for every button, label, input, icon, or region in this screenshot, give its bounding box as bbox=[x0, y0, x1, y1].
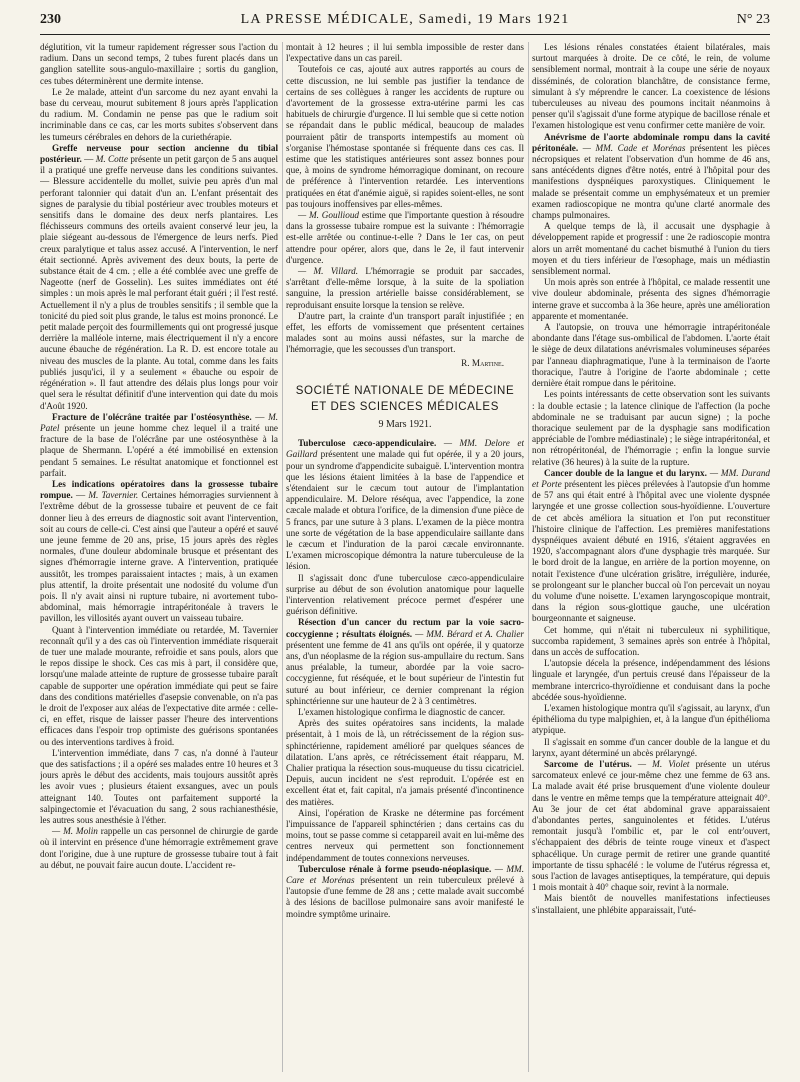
article-text: estime que l'importante question à résoudre dans la grossesse tubaire rompue est la suivante : l'hémorragie est-elle arrêtée ou continue-t-elle ? Dans le 1er cas, on peut attendre pour opérer, alors que, dans le 2e, il faut intervenir d'urgence. bbox=[286, 210, 524, 265]
article-text: présente un jeune homme chez lequel il a traité une fracture de la base de l'olécrâne par une ostéosynthèse à la plaque de Shermann. L'opéré a été immobilisé en extension pendant 5 semaines. Le résultat anatomique et fonctionnel est parfait. bbox=[40, 422, 278, 478]
paragraph: Le 2e malade, atteint d'un sarcome du nez ayant envahi la base du cerveau, mourut subitement 8 jours après l'application du radium. M. Condamin ne pense pas que le radium soit incriminable dans ce cas, car les morts subites s'observent dans les tumeurs cérébrales en dehors de la curiethérapie. bbox=[40, 86, 278, 142]
author-name: — MM. Care et Morénas bbox=[286, 863, 524, 886]
article-text: rappelle un cas personnel de chirurgie de garde où il intervint en présence d'une hémorragie extrêmement grave dont l'origine, due à une rupture de grossesse tubaire tout à fait au début, ne pouvait faire aucun doute. L'accident re- bbox=[40, 826, 278, 870]
article-heading: Les indications opératoires dans la grossesse tubaire rompue. bbox=[40, 478, 278, 501]
paragraph: Cet homme, qui n'était ni tuberculeux ni syphilitique, succomba rapidement, 3 semaines après son entrée à l'hôpital, dans un accès de suffocation. bbox=[532, 624, 770, 657]
author-name: — M. Villard. bbox=[298, 266, 359, 277]
paragraph: Les points intéressants de cette observation sont les suivants : la double ectasie ; la latence clinique de l'affection (la poche abdominale ne se traduisant par aucun signe) ; la poche thoracique seulement par de la dysphagie sans modification appréciable de l'ombre médiastinale) ; le siège intrapéritonéal, et non rétropéritonéal, de l'hémorragie ; enfin la longue survie relative (36 heures) à la suite de la rupture. bbox=[532, 389, 770, 467]
paragraph: A l'autopsie, on trouva une hémorragie intrapéritonéale abondante dans l'étage sus-ombilical de l'abdomen. L'aorte était le siège de deux dilatations anévrismales volumineuses séparées par l'anneau diaphragmatique, l'une à la terminaison de l'aorte thoracique, l'autre à l'origine de l'aorte abdominale ; cette dernière était rompue dans le péritoine. bbox=[532, 322, 770, 389]
article-heading: Greffe nerveuse pour section ancienne du tibial postérieur. bbox=[40, 142, 278, 165]
signature: R. Martine. bbox=[461, 357, 504, 368]
article-text: présentent un rein tuberculeux prélevé à l'autopsie d'une femme de 28 ans ; cette malade avait succombé à des lésions de bacillose pulmonaire sans avoir manifesté le moindre symptôme urinaire. bbox=[286, 875, 524, 919]
author-name: M. Cotte bbox=[95, 154, 128, 165]
paragraph bbox=[286, 266, 524, 311]
article-cancer bbox=[532, 468, 770, 625]
author-name: — M. Goullioud bbox=[298, 210, 360, 221]
author-name: M. Patel bbox=[40, 411, 278, 433]
article-sarcome bbox=[532, 759, 770, 893]
paragraph bbox=[286, 210, 524, 266]
article-text: L'hémorragie se produit par saccades, s'arrêtant d'elle-même lorsque, à la suite de la spoliation sanguine, la pression artérielle baisse considérablement, se reproduisant ensuite lorsque la tension se relève. bbox=[286, 266, 524, 310]
column-right bbox=[532, 42, 770, 1072]
paragraph: L'autopsie décela la présence, indépendamment des lésions linguale et laryngée, d'un pertuis creusé dans l'épaisseur de la membrane intercrico-thyroïdienne et conduisant dans la poche abcédée sous-hyoïdienne. bbox=[532, 658, 770, 702]
paragraph: D'autre part, la crainte d'un transport paraît injustifiée ; en effet, les efforts de vomissement que présentent certaines malades sont au moins aussi néfastes, sur la marche de l'hémorragie, que les secousses d'un transport. bbox=[286, 310, 524, 355]
issue-number: N° 23 bbox=[736, 12, 770, 27]
article-text: présentent une femme de 41 ans qu'ils ont opérée, il y quatorze ans, d'un néoplasme de la région sus-ampullaire du rectum. Sans anus préalable, la tumeur, abordée par la voie sacro-coccygienne, fut réséquée, et le bout supérieur de l'intestin fut suturé au bout inférieur, ce dernier comprenant la région sphinctérienne sur une hauteur de 2 à 3 centimètres. bbox=[286, 639, 524, 706]
author-name: — MM. Delore et Gaillard bbox=[286, 438, 524, 460]
paragraph: L'examen histologique confirma le diagnostic de cancer. bbox=[298, 706, 506, 717]
paragraph bbox=[40, 826, 278, 871]
session-date: 9 Mars 1921. bbox=[378, 418, 432, 430]
paragraph: Ainsi, l'opération de Kraske ne détermine pas forcément l'impuissance de l'appareil sphinctérien ; dans certains cas du moins, tout se passe comme si cetappareil avait en lui-même des centres nerveux qui permettent son fonctionnement indépendamment de toutes connexions nerveuses. bbox=[286, 807, 524, 863]
author-name: M. Tavernier. bbox=[88, 490, 139, 501]
article-heading: Anévrisme de l'aorte abdominale rompu dans la cavité péritonéale. bbox=[532, 131, 770, 153]
paragraph: L'intervention immédiate, dans 7 cas, n'a donné à l'auteur que des satisfactions ; il a opéré ses malades entre 10 heures et 3 jours après le début des accidents, mais toujours aussitôt après les avoir vues ; plusieurs étaient exsangues, avec un pouls atteignant 140. Toutes ont parfaitement supporté la salpingectomie et l'évacuation du sang, 2 sous rachianesthésie, les autres sous anesthésie à l'éther. bbox=[40, 747, 278, 826]
paragraph: Mais bientôt de nouvelles manifestations infectieuses s'installaient, une phlébite apparaissait, l'uté- bbox=[532, 893, 770, 915]
society-title-line: SOCIÉTÉ NATIONALE DE MÉDECINE bbox=[295, 384, 515, 397]
header-rule bbox=[40, 34, 770, 35]
article-anevrisme bbox=[532, 132, 770, 222]
paragraph: Il s'agissait donc d'une tuberculose cæco-appendiculaire surprise au début de son évolution anatomique pour laquelle l'intervention relativement précoce permet d'espérer une guérison définitive. bbox=[286, 572, 524, 617]
column-divider bbox=[528, 42, 529, 1072]
article-heading: Cancer double de la langue et du larynx. bbox=[544, 467, 707, 478]
author-name: — M. Molin bbox=[52, 826, 98, 837]
paragraph: Toutefois ce cas, ajouté aux autres rapportés au cours de cette discussion, ne lui semble pas justifier la tendance de certains de ses collègues à ranger les accidents de rupture ou d'avortement de la grossesse extra-utérine parmi les cas habituels de chirurgie d'urgence. Il lui semble que si cette notion se répandait dans le public médical, beaucoup de malades pourraient pâtir de transports intempestifs au moment où s'organise l'hémostase spontanée si fréquente dans ces cas. Il estime que les statistiques antérieures sont assez bonnes pour que, à moins de syndrome hémorragique dominant, on recoure de préférence à l'intervention retardée. Les interventions pratiquées en état d'anémie aiguë, si rapides soient-elles, ne sont pas toujours inoffensives par elles-mêmes. bbox=[286, 64, 524, 209]
paragraph: Il s'agissait en somme d'un cancer double de la langue et du larynx, ayant déterminé un abcès prélaryngé. bbox=[532, 736, 770, 758]
paragraph: montait à 12 heures ; il lui sembla impossible de rester dans l'expectative dans un cas pareil. bbox=[286, 42, 524, 64]
running-title: LA PRESSE MÉDICALE, Samedi, 19 Mars 1921 bbox=[240, 12, 570, 27]
article-heading: Tuberculose rénale à forme pseudo-néoplasique. bbox=[298, 863, 492, 874]
paragraph: Les lésions rénales constatées étaient bilatérales, mais surtout marquées à droite. De ce côté, le rein, de volume sensiblement normal, montrait à la coupe une série de noyaux disséminés, de coloration blanchâtre, de consistance ferme, simulant à s'y méprendre le cancer. La coexistence de lésions tuberculeuses au niveau des poumons incitait néanmoins à penser qu'il s'agissait d'une forme atypique de bacillose rénale et l'examen histologique est venu confirmer cette manière de voir. bbox=[532, 42, 770, 131]
article-text: présentent les pièces nécropsiques et relatent l'observation d'un homme de 46 ans, sans antécédents dignes d'être notés, entré à l'hôpital pour des manifestions dyspnéiques paroxystiques. Cliniquement le malade se présentait comme un emphysémateux et un premier examen radioscopique ne montra qu'une clarté anormale des champs pulmonaires. bbox=[532, 142, 770, 221]
article-resection bbox=[286, 617, 524, 707]
section-heading bbox=[286, 383, 524, 415]
page-header bbox=[40, 12, 770, 34]
paragraph: Un mois après son entrée à l'hôpital, ce malade ressentit une vive douleur abdominale, présenta des signes d'hémorragie interne grave et succomba à la 36e heure, après une amélioration apparente et momentanée. bbox=[532, 277, 770, 321]
author-name: — MM. Bérard et A. Chalier bbox=[415, 628, 524, 639]
column-middle bbox=[286, 42, 524, 1072]
paragraph: Quant à l'intervention immédiate ou retardée, M. Tavernier reconnaît qu'il y a des cas où l'intervention immédiate risquerait de tuer une malade mourante, refroidie et sans pouls, alors que le repos dissipe le shock. Ces cas mis à part, il considère que, lorsqu'une malade atteinte de rupture de grossesse tubaire paraît capable de supporter une opération immédiate qui peut se faire dans des conditions matérielles d'asepsie convenable, on n'a pas le droit de l'exposer aux aléas de l'expectative dite armée : celle-ci, en effet, risque de laisser passer l'heure des interventions efficaces dans l'espoir trop optimiste des guérisons spontanées ou des interventions tardives à froid. bbox=[40, 624, 278, 747]
article-heading: Sarcome de l'utérus. bbox=[544, 759, 632, 769]
paragraph: A quelque temps de là, il accusait une dysphagie à développement rapide et progressif : une 2e radioscopie montra alors un arrêt momentané du cachet bismuthé à l'union du tiers moyen et du tiers inférieur de l'œsophage, mais un médiastin sensiblement normal. bbox=[532, 221, 770, 277]
article-greffe: Greffe nerveuse pour section ancienne du tibial postérieur. — M. Cotte présente un petit garçon de 5 ans auquel il a pratiqué une greffe nerveuse dans les conditions suivantes. — Blessure accidentelle du mollet, suivie peu après d'un mal perforant talonnier qui datait d'un an. L'enfant présentait des signes de paralysie du tibial postérieur avec troubles moteurs et sensitifs dans le domaine des deux nerfs plantaires. Les fléchisseurs communs des orteils avaient conservé leur jeu, la plaie siégeant au-dessous de l'émergence de leurs nerfs. Pied creux paralytique et talus assez accusé. A l'intervention, le nerf était sectionné. Après avivement des deux bouts, la perte de substance était de 4 cm. ; elle a été comblée avec une greffe de Nageotte (nerf de Gosselin). Les suites immédiates ont été simples : un mois après le mal perforant était guéri ; il l'est resté. Actuellement il n'y a plus de troubles sensitifs ; il semble que la tonicité du pied soit plus grande, le talus est moins prononcé. Le petit malade perçoit des fourmillements qui ont progressé jusque derrière la malléole interne, mais électriquement il n'y a encore aucune ébauche de régénération. La R. D. est encore totale au niveau des muscles de la plante. Au total, comme dans les faits publiés jusqu'ici, il y a seulement « ébauche ou espoir de régénération ». Il faut attendre des délais plus longs pour voir quel sera le résultat définitif d'une intervention qui date du mois d'Août 1920. bbox=[40, 142, 278, 411]
article-grossesse: Les indications opératoires dans la grossesse tubaire rompue. — M. Tavernier. Certaines hémorragies surviennent à l'extrême début de la grossesse tubaire et peuvent de ce fait donner lieu à des erreurs de diagnostic soit avant l'intervention, soit au cours de celle-ci. C'est ainsi que l'auteur a opéré et sauvé une jeune femme de 20 ans, prise, 15 jours après des règles normales, d'une douleur abdominale brusque et présentant des signes d'hémorragie interne grave. A l'intervention, pratiquée aussitôt, les trompes paraissaient intactes ; mais, à un examen plus attentif, la droite présentait une nodosité du volume d'un pois. Il n'y avait ainsi ni rupture tubaire, ni avortement tubo-abdominal, mais hémorragie intrapéritonéale à travers le pavillon, les villosités ayant ouvert un vaisseau tubaire. bbox=[40, 478, 278, 624]
article-text: présentent les pièces prélevées à l'autopsie d'un homme de 57 ans qui était entré à l'hôpital avec une violente dyspnée laryngée et une grosse collection sous-hyoïdienne. L'ouverture de cet abcès améliora la situation et l'on put reconstituer l'histoire clinique de l'affection. Les premières manifestations dyspnéiques avaient débuté en 1916, s'étaient aggravées en 1920, s'accompagnant alors d'une dysphagie très marquée. Sur le bord droit de la langue, en arrière de la portion moyenne, on notait l'existence d'une ulcération grisâtre, irrégulière, indurée, se prolongeant sur le plancher buccal où l'on percevait un noyau du volume d'une noisette. L'examen laryngoscopique montrait, dans la région sous-glottique gauche, une ulcération bourgeonnante et saigneuse. bbox=[532, 478, 770, 624]
author-name: — MM. Cade et Morénas bbox=[582, 142, 686, 153]
article-heading: Fracture de l'olécrâne traitée par l'ostéosynthèse. bbox=[52, 411, 252, 422]
article-text: présente un utérus sarcomateux enlevé ce jour-même chez une femme de 63 ans. La malade avait été prise brusquement d'une violente douleur dans le ventre en même temps que la température atteignait 40°. Au 3e jour de cet état abdominal grave apparaissaient d'abondantes pertes, sanguinolentes et fétides. L'utérus remontait jusqu'à l'ombilic et, par le col entr'ouvert, s'échappaient des débris de teinte rouge vineux et d'aspect sphacélique. Un curage permit de retirer une grande quantité importante de tissu sphacélé : le volume de l'utérus régressa et, sous l'action de lavages antiseptiques, la température, qui depuis 1 mois montait à 40° chaque soir, revint à la normale. bbox=[532, 759, 770, 893]
article-text: Certaines hémorragies surviennent à l'extrême début de la grossesse tubaire et peuvent de ce fait donner lieu à des erreurs de diagnostic soit avant l'intervention, soit au cours de celle-ci. C'est ainsi que l'auteur a opéré et sauvé une jeune femme de 20 ans, prise, 15 jours après des règles normales, d'une douleur abdominale brusque et présentant des signes d'hémorragie interne grave. A l'intervention, pratiquée aussitôt, les trompes paraissaient intactes ; mais, à un examen plus attentif, la droite présentait une nodosité du volume d'un pois. Il n'y avait ainsi ni rupture tubaire, ni avortement tubo-abdominal, mais hémorragie intrapéritonéale à travers le pavillon, les villosités ayant ouvert un vaisseau tubaire. bbox=[40, 490, 278, 624]
paragraph: Après des suites opératoires sans incidents, la malade présentait, à 1 mois de là, un rétrécissement de la région sus-sphinctérienne, rapidement amélioré par quelques séances de dilatation. L'ans après, ce rétrécissement était réapparu, M. Chalier pratiqua la résection sous-muqueuse du tissu cicatriciel. Depuis, aucun incident ne s'est reproduit. L'opérée est en excellent état et, fait capital, n'a jamais présenté d'incontinence des matières. bbox=[286, 718, 524, 807]
author-name: — M. Violet bbox=[637, 759, 690, 769]
page-number: 230 bbox=[40, 12, 61, 27]
article-text: présentent une malade qui fut opérée, il y a 20 jours, pour un syndrome d'appendicite subaiguë. L'intervention montra que les lésions étaient limitées à la base de l'appendice et s'étendaient sur le cæcum tout autour de l'implantation appendiculaire. M. Delore réséqua, avec l'appendice, la zone cæcale malade et obtura l'orifice, de la dimension d'une pièce de 5 francs, par une suture à 3 plans. L'examen de la pièce montra une sorte de végétation de la base appendiculaire saillante dans le cæcum et l'induration de la paroi cæcale environnante. L'examen microscopique démontra la nature tuberculeuse de la lésion. bbox=[286, 449, 524, 572]
article-heading: Tuberculose cæco-appendiculaire. bbox=[298, 438, 437, 449]
society-title-line: ET DES SCIENCES MÉDICALES bbox=[311, 400, 499, 413]
column-divider bbox=[282, 42, 283, 1072]
article-tuberculose-renale bbox=[286, 864, 524, 920]
article-text: présente un petit garçon de 5 ans auquel il a pratiqué une greffe nerveuse dans les conditions suivantes. — Blessure accidentelle du mollet, suivie peu après d'un mal perforant talonnier qui datait d'un an. L'enfant présentait des signes de paralysie du tibial postérieur avec troubles moteurs et sensitifs dans le domaine des deux nerfs plantaires. Les fléchisseurs communs des orteils avaient conservé leur jeu, la plaie siégeant au-dessous de l'émergence de leurs nerfs. Pied creux paralytique et talus assez accusé. A l'intervention, le nerf était sectionné. Après avivement des deux bouts, la perte de substance était de 4 cm. ; elle a été comblée avec une greffe de Nageotte (nerf de Gosselin). Les suites immédiates ont été simples : un mois après le mal perforant était guéri ; il l'est resté. Actuellement il n'y a plus de troubles sensitifs ; il semble que la tonicité du pied soit plus grande, le talus est moins prononcé. Le petit malade perçoit des fourmillements qui ont progressé jusque derrière la malléole interne, mais électriquement il n'y a encore aucune ébauche de régénération. La R. D. est encore totale au niveau des muscles de la plante. Au total, comme dans les faits publiés jusqu'ici, il y a seulement « ébauche ou espoir de régénération ». Il faut attendre des délais plus longs pour voir quel sera le résultat définitif d'une intervention qui date du mois d'Août 1920. bbox=[40, 154, 278, 411]
article-heading: Résection d'un cancer du rectum par la voie sacro-coccygienne ; résultats éloignés. bbox=[286, 617, 524, 639]
column-left bbox=[40, 42, 278, 1072]
paragraph: L'examen histologique montra qu'il s'agissait, au larynx, d'un épithélioma du type malpighien, et, à la langue d'un épithélioma atypique. bbox=[532, 702, 770, 736]
article-tuberculose bbox=[286, 438, 524, 572]
article-fracture: Fracture de l'olécrâne traitée par l'ostéosynthèse. — M. Patel présente un jeune homme chez lequel il a traité une fracture de la base de l'olécrâne par une ostéosynthèse à la plaque de Shermann. L'opéré a été immobilisé en extension pendant 5 semaines. Le résultat anatomique et fonctionnel est parfait. bbox=[40, 411, 278, 478]
paragraph: déglutition, vit la tumeur rapidement régresser sous l'action du radium. Dans un second temps, 2 tubes furent placés dans un ganglion satellite sous-angulo-maxillaire ; sortis du ganglion, ces tubes déterminèrent une dermite intense. bbox=[40, 42, 278, 86]
author-name: — MM. Durand et Porte bbox=[532, 467, 770, 489]
